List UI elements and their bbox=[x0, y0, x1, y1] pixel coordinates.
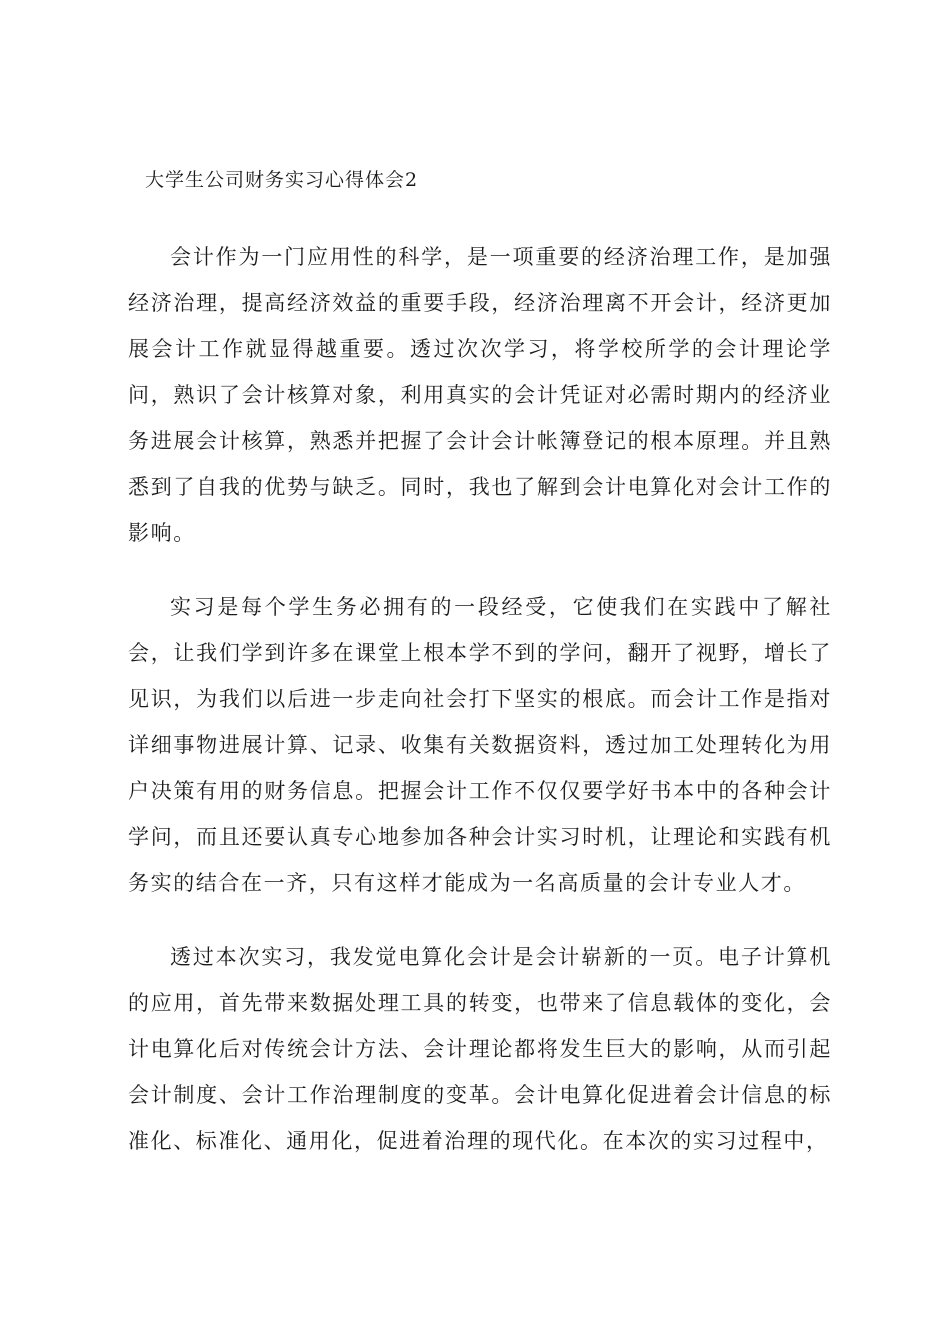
paragraph-1: 会计作为一门应用性的科学，是一项重要的经济治理工作，是加强经济治理，提高经济效益的重要手段，经济治理离不开会计，经济更加展会计工作就显得越重要。透过次次学习，将学校所学的会计理论学问，熟识了会计核算对象，利用真实的会计凭证对必需时期内的经济业务进展会计核算，熟悉并把握了会计会计帐簿登记的根本原理。并且熟悉到了自我的优势与缺乏。同时，我也了解到会计电算化对会计工作的影响。 bbox=[128, 245, 832, 545]
paragraph-2: 实习是每个学生务必拥有的一段经受，它使我们在实践中了解社会，让我们学到许多在课堂上根本学不到的学问，翻开了视野，增长了见识，为我们以后进一步走向社会打下坚实的根底。而会计工作是指对详细事物进展计算、记录、收集有关数据资料，透过加工处理转化为用户决策有用的财务信息。把握会计工作不仅仅要学好书本中的各种会计学问，而且还要认真专心地参加各种会计实习时机，让理论和实践有机务实的结合在一齐，只有这样才能成为一名高质量的会计专业人才。 bbox=[128, 595, 832, 895]
document-title: 大学生公司财务实习心得体会2 bbox=[145, 169, 419, 191]
paragraph-3: 透过本次实习，我发觉电算化会计是会计崭新的一页。电子计算机的应用，首先带来数据处理工具的转变，也带来了信息载体的变化，会计电算化后对传统会计方法、会计理论都将发生巨大的影响，从而引起会计制度、会计工作治理制度的变革。会计电算化促进着会计信息的标准化、标准化、通用化，促进着治理的现代化。在本次的实习过程中， bbox=[128, 945, 832, 1153]
